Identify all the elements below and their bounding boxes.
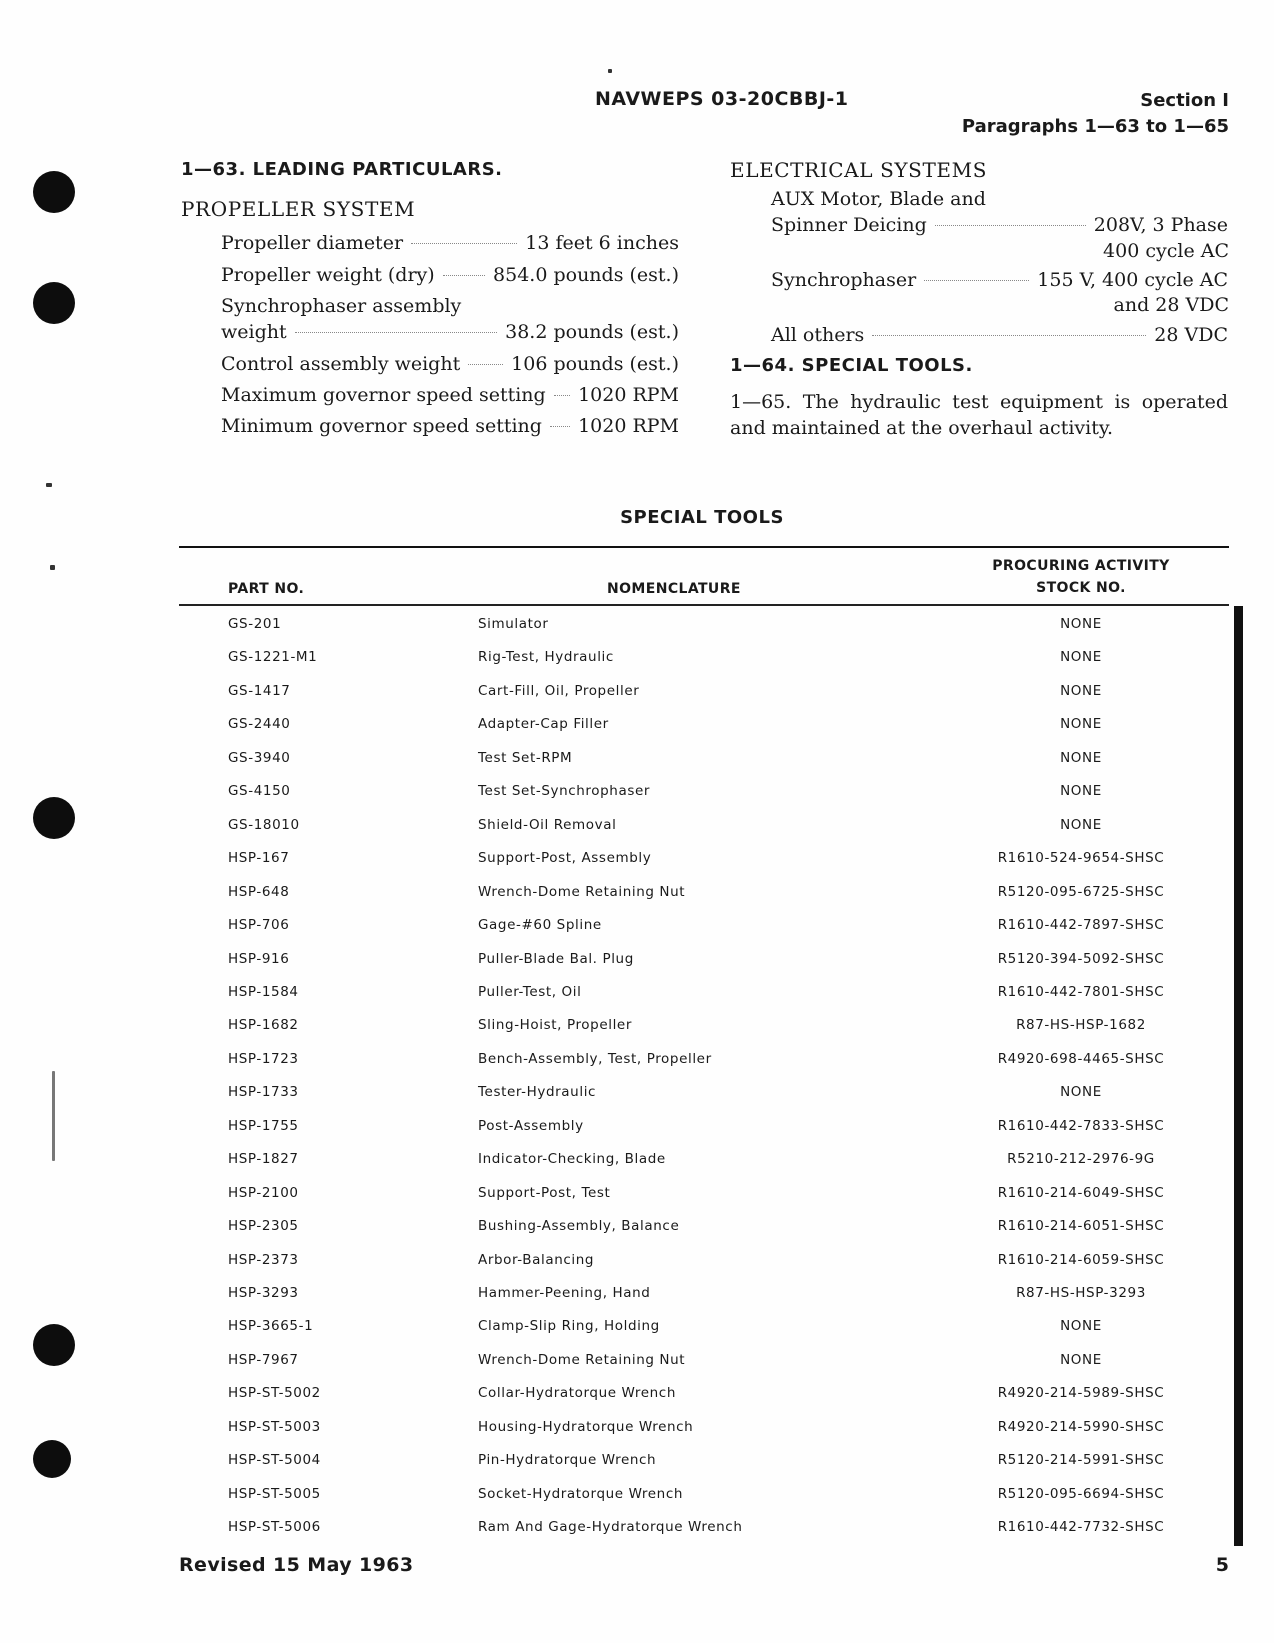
part-number-cell: HSP-3665-1	[228, 1318, 314, 1335]
table-row	[0, 1017, 1274, 1050]
table-header-rule	[179, 604, 1229, 606]
stock-number-cell: NONE	[1060, 682, 1102, 699]
scan-speck	[608, 69, 612, 73]
nomenclature-cell: Sling-Hoist, Propeller	[478, 1017, 632, 1034]
table-row	[0, 1285, 1274, 1318]
part-number-cell: HSP-ST-5003	[228, 1418, 321, 1435]
spec-label: Minimum governor speed setting	[221, 415, 542, 437]
part-number-cell: HSP-2373	[228, 1251, 299, 1268]
revised-date: Revised 15 May 1963	[179, 1554, 414, 1576]
leader-dots	[295, 332, 498, 333]
spec-value-line2: and 28 VDC	[1113, 294, 1229, 316]
spec-value: 28 VDC	[1154, 324, 1228, 346]
part-number-cell: HSP-ST-5005	[228, 1485, 321, 1502]
stock-number-cell: R1610-214-6049-SHSC	[997, 1184, 1165, 1201]
spec-value: 106 pounds (est.)	[511, 353, 679, 375]
part-number-cell: HSP-1682	[228, 1017, 299, 1034]
spec-label: All others	[771, 324, 865, 346]
table-row	[0, 951, 1274, 984]
part-number-cell: GS-2440	[228, 716, 291, 733]
nomenclature-cell: Bushing-Assembly, Balance	[478, 1218, 680, 1235]
stock-number-cell: R87-HS-HSP-3293	[1016, 1285, 1146, 1301]
nomenclature-cell: Arbor-Balancing	[478, 1251, 595, 1268]
nomenclature-cell: Clamp-Slip Ring, Holding	[478, 1318, 660, 1335]
table-title: SPECIAL TOOLS	[620, 507, 784, 528]
spec-row	[221, 384, 679, 406]
spec-row	[771, 214, 1228, 236]
special-tools-heading: 1—64. SPECIAL TOOLS.	[730, 355, 973, 376]
stock-number-cell: NONE	[1060, 1084, 1102, 1101]
column-header-part: PART NO.	[228, 581, 305, 597]
nomenclature-cell: Gage-#60 Spline	[478, 917, 602, 934]
leader-dots	[550, 426, 570, 427]
nomenclature-cell: Socket-Hydratorque Wrench	[478, 1485, 684, 1502]
nomenclature-cell: Cart-Fill, Oil, Propeller	[478, 682, 640, 699]
leader-dots	[872, 335, 1146, 336]
spec-value-line2: 400 cycle AC	[1103, 240, 1229, 262]
stock-number-cell: NONE	[1060, 783, 1102, 800]
table-row	[0, 783, 1274, 816]
spec-value: 854.0 pounds (est.)	[493, 264, 679, 286]
spec-label: Propeller diameter	[221, 232, 404, 254]
nomenclature-cell: Support-Post, Test	[478, 1184, 611, 1201]
spec-row	[221, 353, 679, 375]
leader-dots	[411, 243, 517, 244]
part-number-cell: HSP-ST-5004	[228, 1452, 321, 1469]
table-row	[0, 917, 1274, 950]
nomenclature-cell: Wrench-Dome Retaining Nut	[478, 883, 686, 900]
part-number-cell: HSP-1755	[228, 1117, 299, 1134]
nomenclature-cell: Shield-Oil Removal	[478, 816, 617, 833]
nomenclature-cell: Test Set-RPM	[478, 749, 573, 766]
part-number-cell: HSP-7967	[228, 1351, 299, 1368]
document-number: NAVWEPS 03-20CBBJ-1	[595, 88, 849, 110]
aux-label-line1: AUX Motor, Blade and	[771, 188, 986, 210]
propeller-system-title: PROPELLER SYSTEM	[181, 197, 416, 221]
part-number-cell: GS-18010	[228, 816, 300, 833]
part-number-cell: GS-1221-M1	[228, 649, 318, 666]
table-row	[0, 850, 1274, 883]
stock-number-cell: NONE	[1060, 1351, 1102, 1368]
table-row	[0, 1185, 1274, 1218]
nomenclature-cell: Pin-Hydratorque Wrench	[478, 1452, 657, 1469]
spec-label: Maximum governor speed setting	[221, 384, 546, 406]
table-row	[0, 1419, 1274, 1452]
part-number-cell: HSP-2305	[228, 1218, 299, 1235]
spec-row	[221, 264, 679, 286]
stock-number-cell: R4920-214-5989-SHSC	[997, 1385, 1165, 1402]
nomenclature-cell: Support-Post, Assembly	[478, 850, 652, 867]
table-row	[0, 1452, 1274, 1485]
stock-number-cell: NONE	[1060, 716, 1102, 733]
part-number-cell: HSP-1584	[228, 983, 299, 1000]
table-row	[0, 1519, 1274, 1552]
column-header-stock	[966, 555, 1196, 599]
part-number-cell: HSP-706	[228, 917, 290, 934]
part-number-cell: GS-201	[228, 616, 282, 632]
table-row	[0, 1084, 1274, 1117]
spec-label: Spinner Deicing	[771, 214, 927, 236]
table-row	[0, 1352, 1274, 1385]
table-row	[0, 884, 1274, 917]
part-number-cell: HSP-167	[228, 850, 290, 867]
nomenclature-cell: Ram And Gage-Hydratorque Wrench	[478, 1519, 743, 1536]
nomenclature-cell: Tester-Hydraulic	[478, 1084, 597, 1101]
part-number-cell: HSP-1733	[228, 1084, 299, 1101]
table-row	[0, 1151, 1274, 1184]
nomenclature-cell: Puller-Test, Oil	[478, 983, 582, 1000]
column-header-nomenclature: NOMENCLATURE	[607, 581, 741, 597]
table-row	[0, 716, 1274, 749]
spec-row	[221, 232, 679, 254]
leader-dots	[924, 280, 1029, 281]
stock-number-cell: R1610-442-7732-SHSC	[997, 1519, 1165, 1536]
table-row	[0, 1051, 1274, 1084]
section-label: Section I	[1140, 90, 1229, 111]
part-number-cell: HSP-ST-5002	[228, 1385, 321, 1402]
leader-dots	[468, 364, 503, 365]
spec-row	[221, 415, 679, 437]
table-row	[0, 1385, 1274, 1418]
part-number-cell: HSP-ST-5006	[228, 1519, 321, 1536]
special-tools-paragraph: 1—65. The hydraulic test equipment is operated and maintained at the overhaul activity.	[730, 391, 1228, 439]
stock-number-cell: R1610-214-6059-SHSC	[997, 1251, 1165, 1268]
stock-number-cell: R4920-214-5990-SHSC	[997, 1418, 1165, 1435]
table-row	[0, 683, 1274, 716]
spec-label: weight	[221, 321, 287, 343]
scan-speck	[50, 565, 55, 570]
binder-hole	[33, 171, 75, 213]
part-number-cell: HSP-916	[228, 950, 290, 967]
spec-row	[771, 324, 1228, 346]
spec-value: 38.2 pounds (est.)	[505, 321, 679, 343]
table-row	[0, 1118, 1274, 1151]
stock-number-cell: NONE	[1060, 616, 1102, 632]
page-number: 5	[1215, 1554, 1229, 1576]
binder-hole	[33, 282, 75, 324]
spec-value: 155 V, 400 cycle AC	[1037, 269, 1228, 291]
stock-number-cell: R5120-394-5092-SHSC	[997, 950, 1165, 967]
table-row	[0, 1218, 1274, 1251]
nomenclature-cell: Simulator	[478, 616, 549, 632]
nomenclature-cell: Wrench-Dome Retaining Nut	[478, 1351, 686, 1368]
stock-number-cell: R5120-095-6725-SHSC	[997, 883, 1165, 900]
table-row	[0, 817, 1274, 850]
stock-number-cell: R1610-442-7801-SHSC	[997, 983, 1165, 1000]
part-number-cell: HSP-1723	[228, 1050, 299, 1067]
leading-particulars-heading: 1—63. LEADING PARTICULARS.	[181, 159, 503, 180]
stock-number-cell: R5120-095-6694-SHSC	[997, 1485, 1165, 1502]
nomenclature-cell: Collar-Hydratorque Wrench	[478, 1385, 676, 1402]
nomenclature-cell: Indicator-Checking, Blade	[478, 1151, 666, 1168]
stock-number-cell: R5210-212-2976-9G	[1007, 1151, 1155, 1168]
paragraphs-label: Paragraphs 1—63 to 1—65	[961, 116, 1229, 137]
spec-label-line1: Synchrophaser assembly	[221, 295, 462, 317]
part-number-cell: HSP-1827	[228, 1151, 299, 1168]
stock-number-cell: R5120-214-5991-SHSC	[997, 1452, 1165, 1469]
stock-number-cell: R4920-698-4465-SHSC	[997, 1050, 1165, 1067]
column-header-stock-line2: STOCK NO.	[1036, 580, 1126, 596]
part-number-cell: GS-4150	[228, 783, 291, 800]
table-top-rule	[179, 546, 1229, 548]
stock-number-cell: R1610-214-6051-SHSC	[997, 1218, 1165, 1235]
spec-label: Synchrophaser	[771, 269, 917, 291]
table-row	[0, 616, 1274, 649]
part-number-cell: HSP-648	[228, 883, 290, 900]
stock-number-cell: R1610-524-9654-SHSC	[997, 850, 1165, 867]
nomenclature-cell: Housing-Hydratorque Wrench	[478, 1418, 694, 1435]
part-number-cell: GS-3940	[228, 749, 291, 766]
table-row	[0, 1486, 1274, 1519]
spec-value: 1020 RPM	[578, 384, 679, 406]
section-reference	[962, 88, 1229, 140]
leader-dots	[935, 225, 1086, 226]
spec-row	[771, 269, 1228, 291]
stock-number-cell: NONE	[1060, 749, 1102, 766]
part-number-cell: HSP-2100	[228, 1184, 299, 1201]
nomenclature-cell: Rig-Test, Hydraulic	[478, 649, 614, 666]
spec-value: 13 feet 6 inches	[525, 232, 679, 254]
table-row	[0, 750, 1274, 783]
table-row	[0, 984, 1274, 1017]
spec-row	[221, 321, 679, 343]
electrical-systems-title: ELECTRICAL SYSTEMS	[730, 158, 987, 182]
spec-label: Control assembly weight	[221, 353, 461, 375]
table-row	[0, 1252, 1274, 1285]
stock-number-cell: R87-HS-HSP-1682	[1016, 1017, 1146, 1034]
stock-number-cell: R1610-442-7897-SHSC	[997, 917, 1165, 934]
stock-number-cell: NONE	[1060, 816, 1102, 833]
spec-label: Propeller weight (dry)	[221, 264, 435, 286]
stock-number-cell: R1610-442-7833-SHSC	[997, 1117, 1165, 1134]
nomenclature-cell: Test Set-Synchrophaser	[478, 783, 651, 800]
nomenclature-cell: Puller-Blade Bal. Plug	[478, 950, 634, 967]
part-number-cell: GS-1417	[228, 682, 291, 699]
stock-number-cell: NONE	[1060, 1318, 1102, 1335]
table-row	[0, 1318, 1274, 1351]
scan-speck	[46, 483, 52, 487]
spec-value: 1020 RPM	[578, 415, 679, 437]
nomenclature-cell: Hammer-Peening, Hand	[478, 1285, 651, 1301]
leader-dots	[554, 395, 570, 396]
stock-number-cell: NONE	[1060, 649, 1102, 666]
column-header-stock-line1: PROCURING ACTIVITY	[992, 558, 1170, 574]
leader-dots	[443, 275, 485, 276]
nomenclature-cell: Post-Assembly	[478, 1117, 584, 1134]
part-number-cell: HSP-3293	[228, 1285, 299, 1301]
nomenclature-cell: Bench-Assembly, Test, Propeller	[478, 1050, 712, 1067]
table-row	[0, 649, 1274, 682]
nomenclature-cell: Adapter-Cap Filler	[478, 716, 609, 733]
spec-value: 208V, 3 Phase	[1093, 214, 1228, 236]
